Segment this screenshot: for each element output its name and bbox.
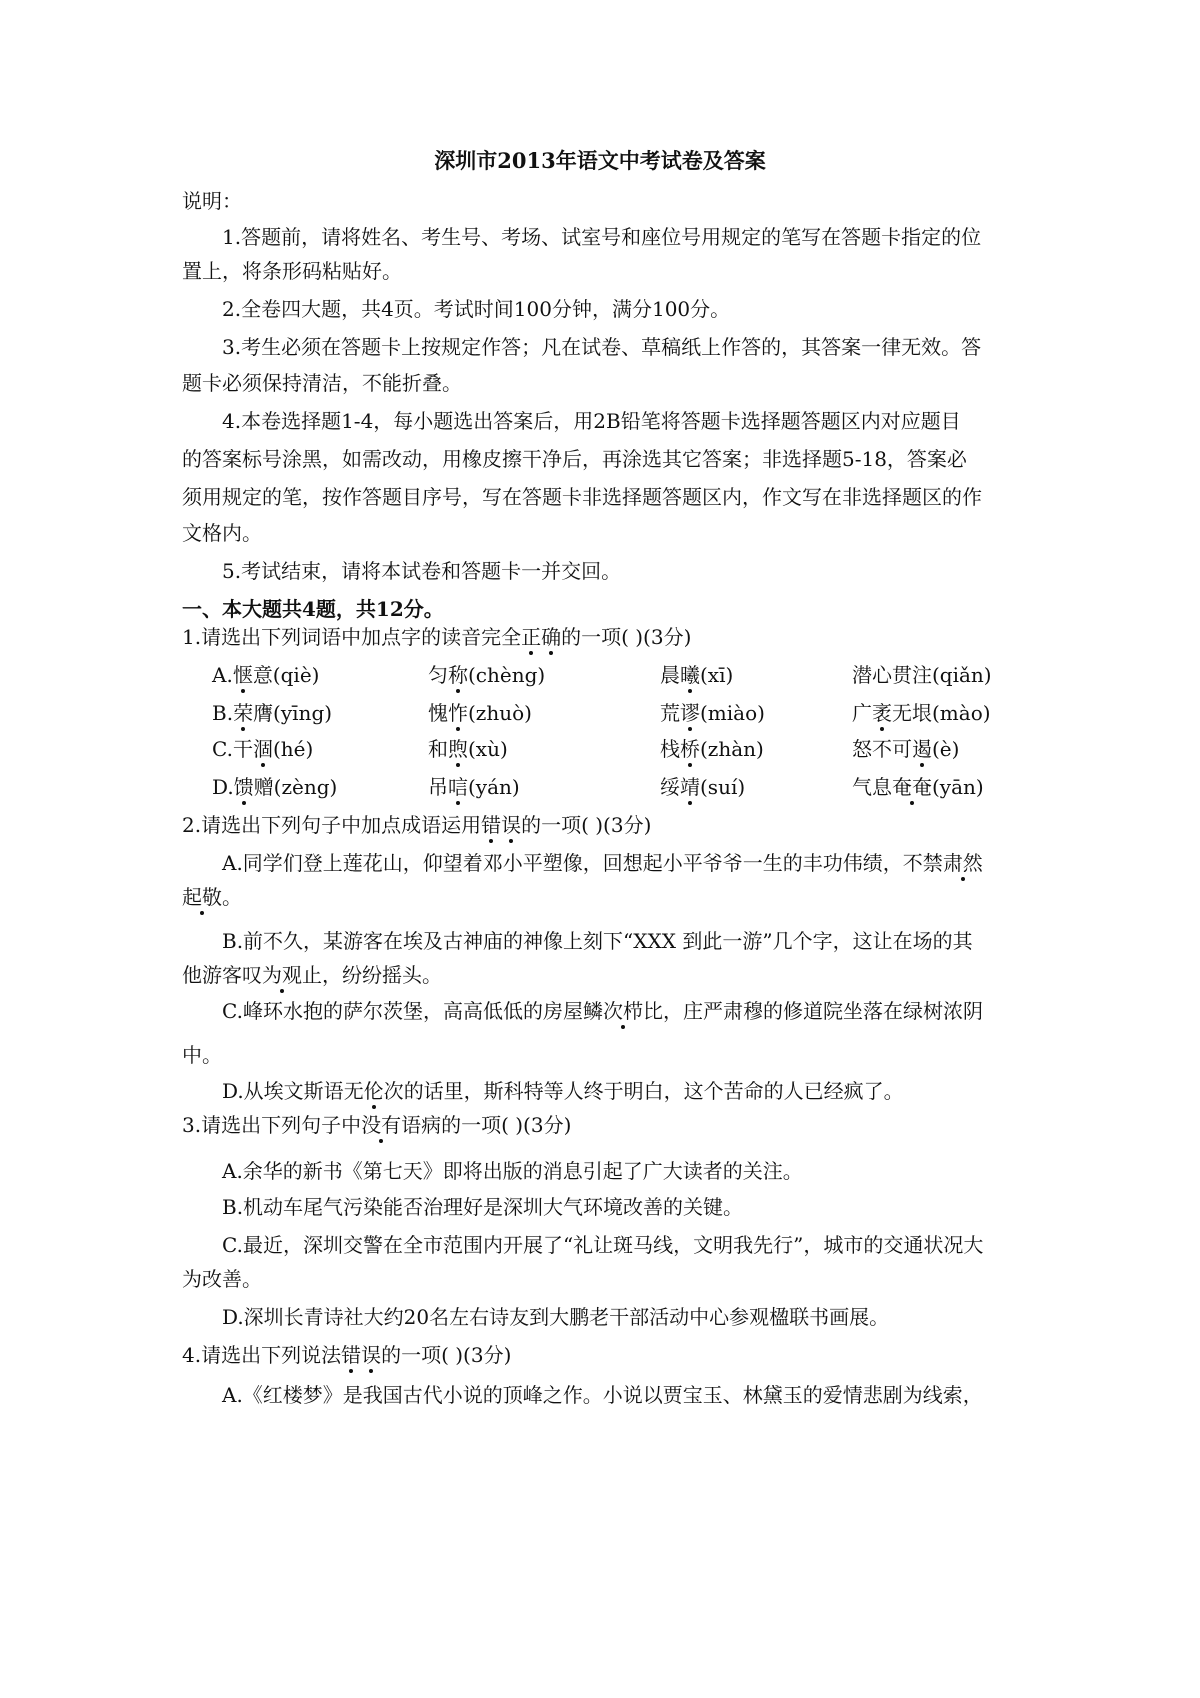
stem-text: 4.请选出下列说法 [182,1343,342,1367]
dotted-char: 误 [361,1343,382,1367]
dotted-char: 遏 [912,737,932,761]
question-4-stem [182,1340,511,1370]
option-text: B. [212,701,234,725]
q3-option-b: B.机动车尾气污染能否治理好是深圳大气环境改善的关键。 [222,1195,744,1219]
dotted-idiom: 起敬 [182,885,222,909]
dotted-char: 确 [541,625,562,649]
option-text: ，庄严肃穆的修道院坐落在绿树浓阴 [662,999,983,1023]
q1-option-b-4 [852,698,991,728]
note-line: 的答案标号涂黑，如需改动，用橡皮擦干净后，再涂选其它答案；非选择题5-18，答案必 [182,447,967,471]
dotted-char: 称 [448,663,468,687]
q2-option-d [222,1076,904,1106]
option-text: (xù) [468,737,508,761]
q3-option-a: A.余华的新书《第七天》即将出版的消息引起了广大读者的关注。 [222,1159,803,1183]
option-text: 怒不可 [852,737,912,761]
dotted-char: 袤 [872,701,892,725]
dotted-idiom: 肃然 [942,851,983,875]
option-text: 膺(yīng) [253,701,333,725]
note-line: 置上，将条形码粘贴好。 [182,259,402,283]
q2-option-b-line2 [182,960,442,990]
q2-option-a-line2 [182,882,242,912]
option-text: (zhuò) [468,701,532,725]
dotted-char: 错 [341,1343,362,1367]
dotted-idiom: 鳞次栉比 [582,999,663,1023]
option-text: 的话里，斯科特等人终于明白，这个苦命的人已经疯了。 [403,1079,904,1103]
note-line: 须用规定的笔，按作答题目序号，写在答题卡非选择题答题区内，作文写在非选择题区的作 [182,485,982,509]
q3-option-c-line2: 为改善。 [182,1267,262,1291]
q1-option-c-1 [212,734,313,764]
q1-option-c-3 [660,734,764,764]
dotted-char: 唁 [448,775,468,799]
q1-option-a-2 [428,660,545,690]
option-text: 吊 [428,775,448,799]
option-text: 气息 [852,775,892,799]
dotted-char: 桥 [680,737,700,761]
dotted-char: 靖 [680,775,700,799]
dotted-char: 惬 [232,663,253,687]
option-text: (è) [932,737,960,761]
option-text: D.从埃文斯语 [222,1079,344,1103]
option-text: C.干 [212,737,253,761]
q1-option-d-3 [660,772,745,802]
dotted-char: 馈 [233,775,254,799]
dotted-char: 曦 [680,663,700,687]
dotted-char: 正 [521,625,542,649]
stem-text: 语病的一项( )(3分) [401,1113,572,1137]
q3-option-c-line1: C.最近，深圳交警在全市范围内开展了“礼让斑马线，文明我先行”，城市的交通状况大 [222,1233,984,1257]
note-line: 3.考生必须在答题卡上按规定作答；凡在试卷、草稿纸上作答的，其答案一律无效。答 [222,335,982,359]
option-text: D. [212,775,234,799]
option-text: 荒 [660,701,680,725]
stem-text: 的一项( )(3分) [521,813,652,837]
q4-option-a: A.《红楼梦》是我国古代小说的顶峰之作。小说以贾宝玉、林黛玉的爱情悲剧为线索， [222,1383,983,1407]
q1-option-d-1 [212,772,337,802]
question-3-stem [182,1110,571,1140]
note-line: 5.考试结束，请将本试卷和答题卡一并交回。 [222,559,622,583]
q3-option-d: D.深圳长青诗社大约20名左右诗友到大鹏老干部活动中心参观楹联书画展。 [222,1305,890,1329]
note-line: 2.全卷四大题，共4页。考试时间100分钟，满分100分。 [222,297,731,321]
note-line: 1.答题前，请将姓名、考生号、考场、试室号和座位号用规定的笔写在答题卡指定的位 [222,225,982,249]
q2-option-a-line1 [222,848,983,878]
option-text: 匀 [428,663,448,687]
dotted-char: 误 [501,813,522,837]
q1-option-d-2 [428,772,520,802]
q2-option-c-line1 [222,996,983,1026]
option-text: C.峰环水抱的萨尔茨堡，高高低低的房屋 [222,999,583,1023]
dotted-char: 煦 [448,737,468,761]
option-text: 愧 [428,701,448,725]
option-text: (yán) [468,775,520,799]
option-text: 和 [428,737,448,761]
dotted-char: 怍 [448,701,468,725]
option-text: (xī) [700,663,734,687]
q2-option-b-line1: B.前不久，某游客在埃及古神庙的神像上刻下“XXX 到此一游”几个字，这让在场的其 [222,929,973,953]
section-heading: 一、本大题共4题，共12分。 [182,597,444,621]
option-text: 。 [222,885,242,909]
option-text: (suí) [700,775,746,799]
stem-text: 3.请选出下列句子中 [182,1113,362,1137]
dotted-char: 涸 [252,737,273,761]
note-line: 文格内。 [182,521,262,545]
stem-text: 2.请选出下列句子中加点成语运用 [182,813,482,837]
stem-text: 1.请选出下列词语中加点字的读音完全 [182,625,522,649]
q1-option-a-1 [212,660,319,690]
q1-option-c-4 [852,734,959,764]
option-text: (yān) [932,775,984,799]
dotted-char: 谬 [680,701,700,725]
option-text: 绥 [660,775,680,799]
notes-header: 说明： [182,189,242,213]
q1-option-b-3 [660,698,765,728]
stem-text: 的一项( )(3分) [381,1343,512,1367]
dotted-idiom: 叹为观止 [242,963,322,987]
q1-option-b-2 [428,698,532,728]
option-text: 潜心贯注(qiǎn) [852,663,992,687]
dotted-char: 错 [481,813,502,837]
question-1-stem [182,622,691,652]
q1-option-d-4 [852,772,984,802]
option-text: (hé) [272,737,314,761]
question-2-stem [182,810,651,840]
q1-option-b-1 [212,698,332,728]
stem-text: 的一项( )(3分) [561,625,692,649]
page-title: 深圳市2013年语文中考试卷及答案 [434,148,766,173]
option-text: 他游客 [182,963,242,987]
note-line: 4.本卷选择题1-4，每小题选出答案后，用2B铅笔将答题卡选择题答题区内对应题目 [222,409,961,433]
dotted-char: 荣 [233,701,254,725]
option-text: A.同学们登上莲花山，仰望着邓小平塑像，回想起小平爷爷一生的丰功伟绩，不禁 [222,851,943,875]
q1-option-c-2 [428,734,508,764]
q1-option-a-4 [852,660,992,690]
q2-option-c-line2: 中。 [182,1043,222,1067]
dotted-idiom: 无伦次 [343,1079,404,1103]
option-text: 意(qiè) [252,663,320,687]
dotted-char: 没有 [361,1113,402,1137]
option-text: ，纷纷摇头。 [322,963,442,987]
option-text: (zhàn) [700,737,764,761]
q1-option-a-3 [660,660,733,690]
option-text: 广 [852,701,872,725]
option-text: 赠(zèng) [253,775,338,799]
option-text: (chèng) [468,663,546,687]
option-text: 晨 [660,663,680,687]
note-line: 题卡必须保持清洁，不能折叠。 [182,371,462,395]
option-text: 栈 [660,737,680,761]
dotted-char: 奄奄 [892,775,932,799]
option-text: A. [212,663,233,687]
option-text: (miào) [700,701,765,725]
option-text: 无垠(mào) [892,701,991,725]
